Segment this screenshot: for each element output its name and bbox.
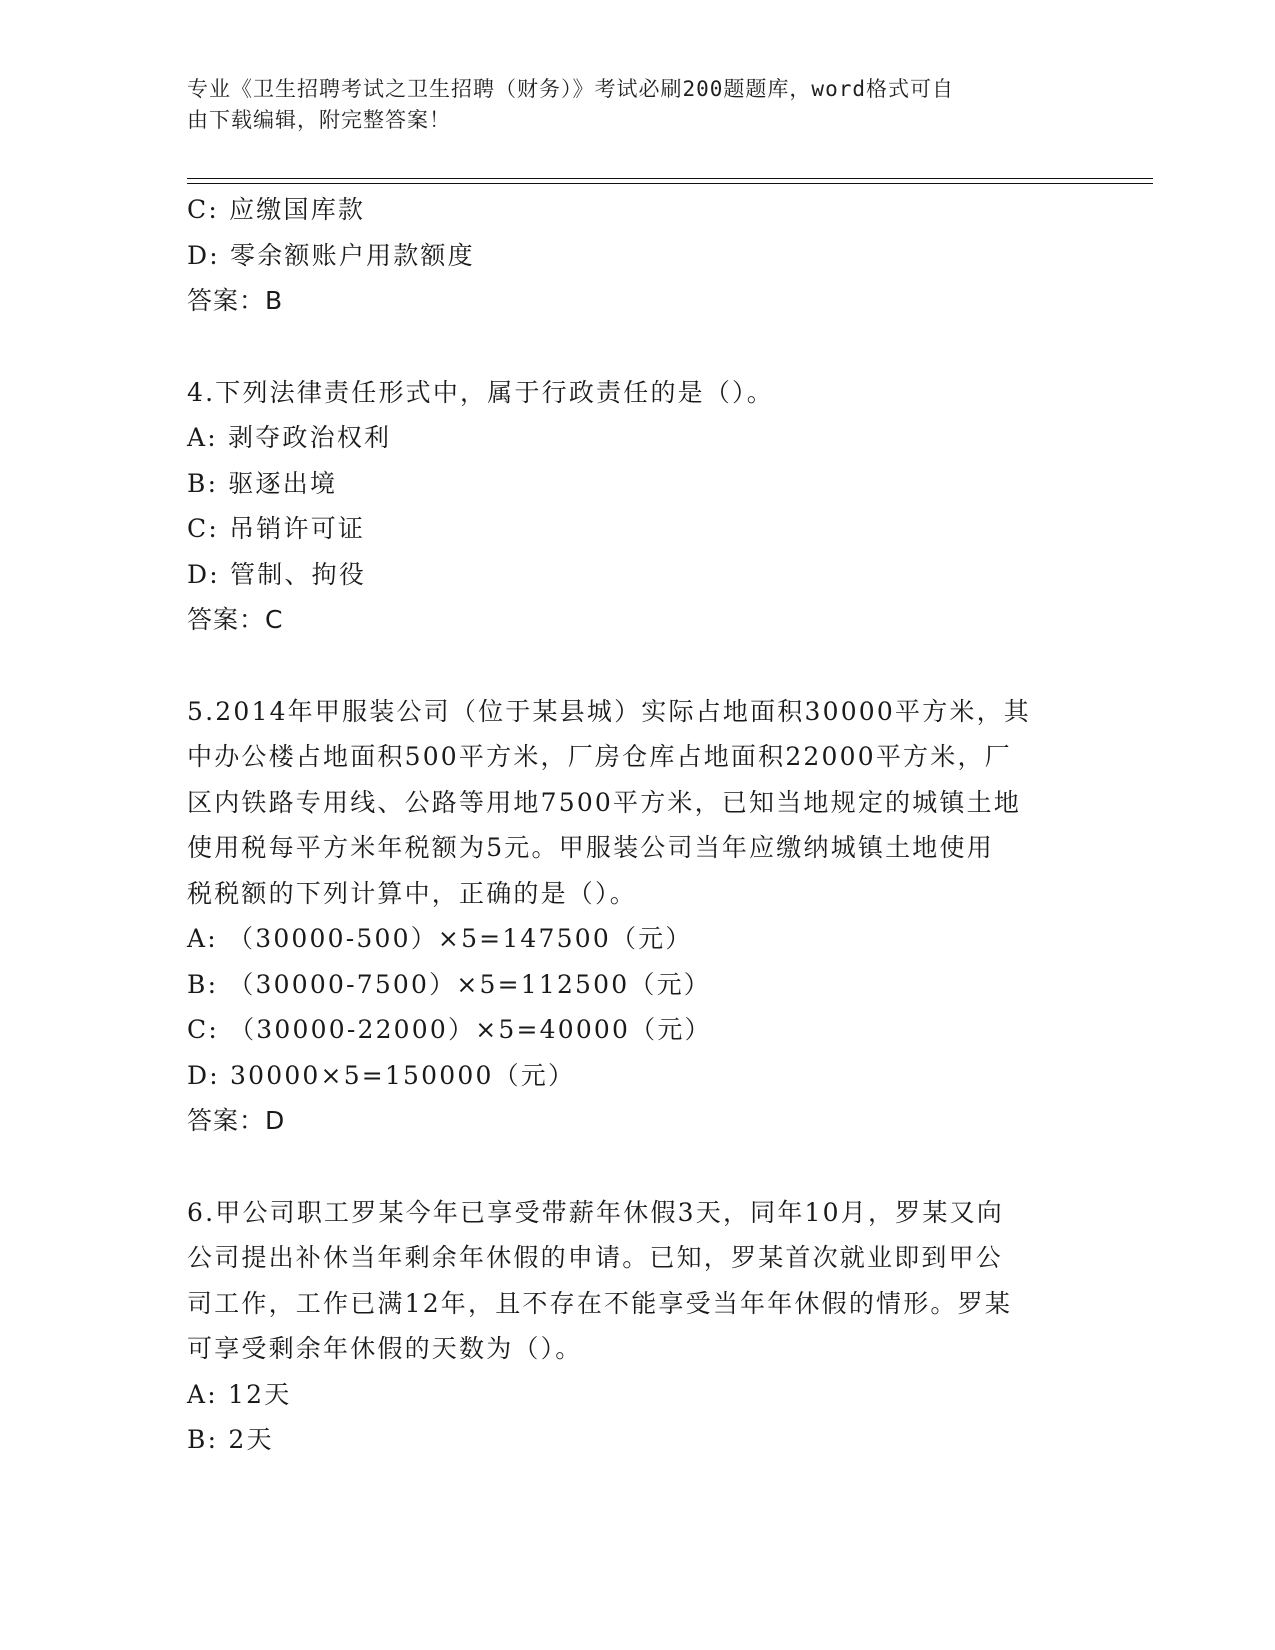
header-line-1: 专业《卫生招聘考试之卫生招聘（财务）》考试必刷200题题库，word格式可自 (187, 77, 954, 101)
document-body (187, 187, 1087, 1463)
q5-option-c: C: （30000-22000）×5=40000（元） (187, 1015, 712, 1044)
document-header (187, 74, 1067, 136)
q6-stem-line: 6.甲公司职工罗某今年已享受带薪年休假3天，同年10月，罗某又向 (187, 1197, 1004, 1227)
q5-option-a: A: （30000-500）×5=147500（元） (187, 924, 693, 953)
q4-option-a: A: 剥夺政治权利 (187, 423, 392, 452)
q5-stem-line: 区内铁路专用线、公路等用地7500平方米，已知当地规定的城镇土地 (187, 787, 1022, 817)
header-divider-top (187, 178, 1153, 179)
q5-stem-line: 中办公楼占地面积500平方米，厂房仓库占地面积22000平方米，厂 (187, 742, 1012, 771)
q4-option-c: C: 吊销许可证 (187, 514, 366, 543)
q5-stem-line: 5.2014年甲服装公司（位于某县城）实际占地面积30000平方米，其 (187, 696, 1032, 726)
q5-option-d: D: 30000×5=150000（元） (187, 1060, 576, 1090)
q5-answer: 答案：D (187, 1106, 286, 1135)
spacer (187, 643, 1087, 689)
spacer (187, 1144, 1087, 1190)
q6-option-a: A: 12天 (187, 1379, 292, 1409)
q6-stem-line: 公司提出补休当年剩余年休假的申请。已知，罗某首次就业即到甲公 (187, 1243, 1004, 1272)
q4-option-b: B: 驱逐出境 (187, 468, 338, 498)
q6-stem-line: 可享受剩余年休假的天数为（）。 (187, 1334, 583, 1363)
q3-option-d: D: 零余额账户用款额度 (187, 240, 475, 270)
header-divider-bottom (187, 183, 1153, 184)
q3-option-c: C: 应缴国库款 (187, 195, 366, 224)
q5-option-b: B: （30000-7500）×5=112500（元） (187, 969, 711, 999)
header-line-2: 由下载编辑，附完整答案！ (187, 108, 451, 132)
q3-answer: 答案：B (187, 286, 284, 315)
spacer (187, 324, 1087, 370)
q5-stem-line: 税税额的下列计算中，正确的是（）。 (187, 878, 637, 908)
q6-option-b: B: 2天 (187, 1425, 274, 1454)
q5-stem-line: 使用税每平方米年税额为5元。甲服装公司当年应缴纳城镇土地使用 (187, 833, 994, 862)
q4-stem: 4.下列法律责任形式中，属于行政责任的是（）。 (187, 377, 774, 407)
q4-option-d: D: 管制、拘役 (187, 559, 367, 589)
q4-answer: 答案：C (187, 605, 284, 634)
q6-stem-line: 司工作，工作已满12年，且不存在不能享受当年年休假的情形。罗某 (187, 1288, 1013, 1318)
